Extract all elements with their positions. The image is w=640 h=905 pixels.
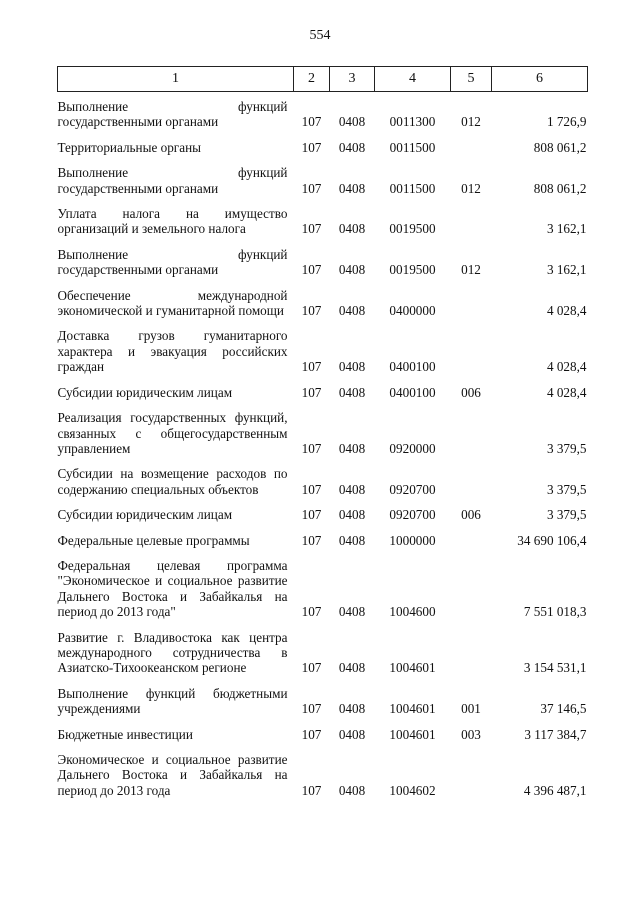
- table-row: [58, 92, 588, 135]
- row-rz-code: 0408: [338, 180, 366, 196]
- row-gr-code: 107: [301, 180, 322, 196]
- row-gr-code: 107: [301, 507, 322, 523]
- row-gr-code: 107: [301, 139, 322, 155]
- row-vr-code: 006: [461, 507, 481, 523]
- row-sum: 3 162,1: [546, 221, 587, 237]
- row-gr-code: 107: [301, 359, 322, 375]
- row-vr-code: [451, 625, 492, 681]
- header-col-2: 2: [294, 67, 330, 92]
- row-cs-code: 0400000: [389, 303, 436, 319]
- row-vr-code: [451, 135, 492, 160]
- row-vr-code: [451, 283, 492, 324]
- row-vr-code: [451, 323, 492, 379]
- table-row: [58, 242, 588, 283]
- row-cs-code: 1004601: [389, 660, 436, 676]
- header-col-3: 3: [330, 67, 375, 92]
- row-vr-code: [451, 405, 492, 461]
- page-number: 554: [309, 28, 331, 43]
- row-vr-code: [451, 461, 492, 502]
- row-cs-code: 1000000: [389, 532, 436, 548]
- row-sum: 34 690 106,4: [517, 532, 587, 548]
- row-rz-code: 0408: [338, 660, 366, 676]
- row-rz-code: 0408: [338, 782, 366, 798]
- row-rz-code: 0408: [338, 262, 366, 278]
- row-sum: 3 379,5: [546, 507, 587, 523]
- table-row: [58, 380, 588, 405]
- row-name: Экономическое и социальное развитие Дальнего Востока и Забайкалья на период до 2013 года: [57, 752, 288, 798]
- row-rz-code: 0408: [338, 440, 366, 456]
- row-rz-code: 0408: [338, 481, 366, 497]
- row-sum: 808 061,2: [533, 180, 587, 196]
- table-row: [58, 201, 588, 242]
- row-gr-code: 107: [301, 782, 322, 798]
- header-col-4: 4: [375, 67, 451, 92]
- row-vr-code: [451, 201, 492, 242]
- row-name: Бюджетные инвестиции: [57, 726, 193, 742]
- table-row: [58, 747, 588, 803]
- table-row: [58, 681, 588, 722]
- row-gr-code: 107: [301, 660, 322, 676]
- row-sum: 4 028,4: [546, 359, 587, 375]
- table-row: [58, 722, 588, 747]
- row-cs-code: 0019500: [389, 221, 436, 237]
- row-cs-code: 0400100: [389, 359, 436, 375]
- row-name: Выполнение функций государственными органами: [57, 99, 288, 130]
- row-cs-code: 0920700: [389, 507, 436, 523]
- table-row: [58, 323, 588, 379]
- row-name: Доставка грузов гуманитарного характера и эвакуация российских граждан: [57, 328, 288, 375]
- row-cs-code: 0920000: [389, 440, 436, 456]
- row-sum: 3 162,1: [546, 262, 587, 278]
- row-name: Обеспечение международной экономической и гуманитарной помощи: [57, 287, 288, 319]
- row-rz-code: 0408: [338, 139, 366, 155]
- row-name: Реализация государственных функций, связанных с общегосударственным управлением: [57, 410, 288, 456]
- row-cs-code: 0011500: [389, 180, 436, 196]
- row-rz-code: 0408: [338, 359, 366, 375]
- budget-table-container: [57, 66, 587, 803]
- row-rz-code: 0408: [338, 384, 366, 400]
- row-vr-code: 012: [461, 180, 481, 196]
- row-name: Выполнение функций государственными органами: [57, 165, 288, 196]
- row-gr-code: 107: [301, 701, 322, 717]
- table-row: [58, 502, 588, 527]
- table-row: [58, 283, 588, 324]
- row-sum: 1 726,9: [546, 114, 587, 130]
- row-name: Уплата налога на имущество организаций и земельного налога: [57, 206, 288, 237]
- row-gr-code: 107: [301, 114, 322, 130]
- row-gr-code: 107: [301, 303, 322, 319]
- row-sum: 3 117 384,7: [524, 726, 587, 742]
- row-name: Субсидии юридическим лицам: [57, 384, 233, 400]
- row-name: Выполнение функций государственными органами: [57, 246, 288, 278]
- row-cs-code: 1004602: [389, 782, 436, 798]
- row-sum: 4 396 487,1: [523, 782, 587, 798]
- row-rz-code: 0408: [338, 726, 366, 742]
- row-sum: 3 379,5: [546, 481, 587, 497]
- row-cs-code: 1004600: [389, 604, 436, 620]
- row-gr-code: 107: [301, 532, 322, 548]
- table-row: [58, 461, 588, 502]
- table-row: [58, 528, 588, 553]
- header-col-5: 5: [451, 67, 492, 92]
- row-rz-code: 0408: [338, 221, 366, 237]
- row-cs-code: 0019500: [389, 262, 436, 278]
- row-name: Выполнение функций бюджетными учреждениями: [57, 685, 288, 717]
- row-cs-code: 0011300: [389, 114, 436, 130]
- row-name: Федеральные целевые программы: [57, 532, 250, 548]
- row-cs-code: 0400100: [389, 384, 436, 400]
- row-vr-code: [451, 553, 492, 625]
- row-vr-code: 006: [461, 384, 481, 400]
- row-sum: 7 551 018,3: [523, 604, 587, 620]
- row-sum: 3 154 531,1: [523, 660, 587, 676]
- row-vr-code: 003: [461, 726, 481, 742]
- row-vr-code: [451, 747, 492, 803]
- table-body: [58, 92, 588, 804]
- row-gr-code: 107: [301, 604, 322, 620]
- header-col-1: 1: [58, 67, 294, 92]
- row-gr-code: 107: [301, 481, 322, 497]
- row-cs-code: 0920700: [389, 481, 436, 497]
- row-vr-code: [451, 528, 492, 553]
- row-name: Территориальные органы: [57, 139, 201, 155]
- row-cs-code: 1004601: [389, 701, 436, 717]
- row-rz-code: 0408: [338, 604, 366, 620]
- row-gr-code: 107: [301, 440, 322, 456]
- row-vr-code: 001: [461, 701, 481, 717]
- row-sum: 4 028,4: [546, 303, 587, 319]
- table-row: [58, 160, 588, 201]
- row-sum: 4 028,4: [546, 384, 587, 400]
- row-gr-code: 107: [301, 262, 322, 278]
- row-gr-code: 107: [301, 384, 322, 400]
- row-name: Субсидии на возмещение расходов по содержанию специальных объектов: [57, 466, 288, 497]
- row-cs-code: 0011500: [389, 139, 436, 155]
- row-cs-code: 1004601: [389, 726, 436, 742]
- table-row: [58, 405, 588, 461]
- budget-table: [57, 66, 588, 803]
- row-gr-code: 107: [301, 726, 322, 742]
- row-gr-code: 107: [301, 221, 322, 237]
- row-rz-code: 0408: [338, 114, 366, 130]
- row-name: Развитие г. Владивостока как центра международного сотрудничества в Азиатско-Тихоокеанском регионе: [57, 629, 288, 676]
- table-row: [58, 625, 588, 681]
- row-rz-code: 0408: [338, 532, 366, 548]
- row-rz-code: 0408: [338, 701, 366, 717]
- row-sum: 808 061,2: [533, 139, 587, 155]
- table-row: [58, 553, 588, 625]
- table-row: [58, 135, 588, 160]
- header-col-6: 6: [492, 67, 588, 92]
- row-vr-code: 012: [461, 114, 481, 130]
- row-sum: 37 146,5: [540, 701, 587, 717]
- table-header: [58, 67, 588, 92]
- row-name: Федеральная целевая программа "Экономическое и социальное развитие Дальнего Востока и Забайкалья на период до 2013 года": [57, 557, 288, 620]
- row-rz-code: 0408: [338, 303, 366, 319]
- row-rz-code: 0408: [338, 507, 366, 523]
- row-vr-code: 012: [461, 262, 481, 278]
- row-sum: 3 379,5: [546, 440, 587, 456]
- row-name: Субсидии юридическим лицам: [57, 507, 233, 523]
